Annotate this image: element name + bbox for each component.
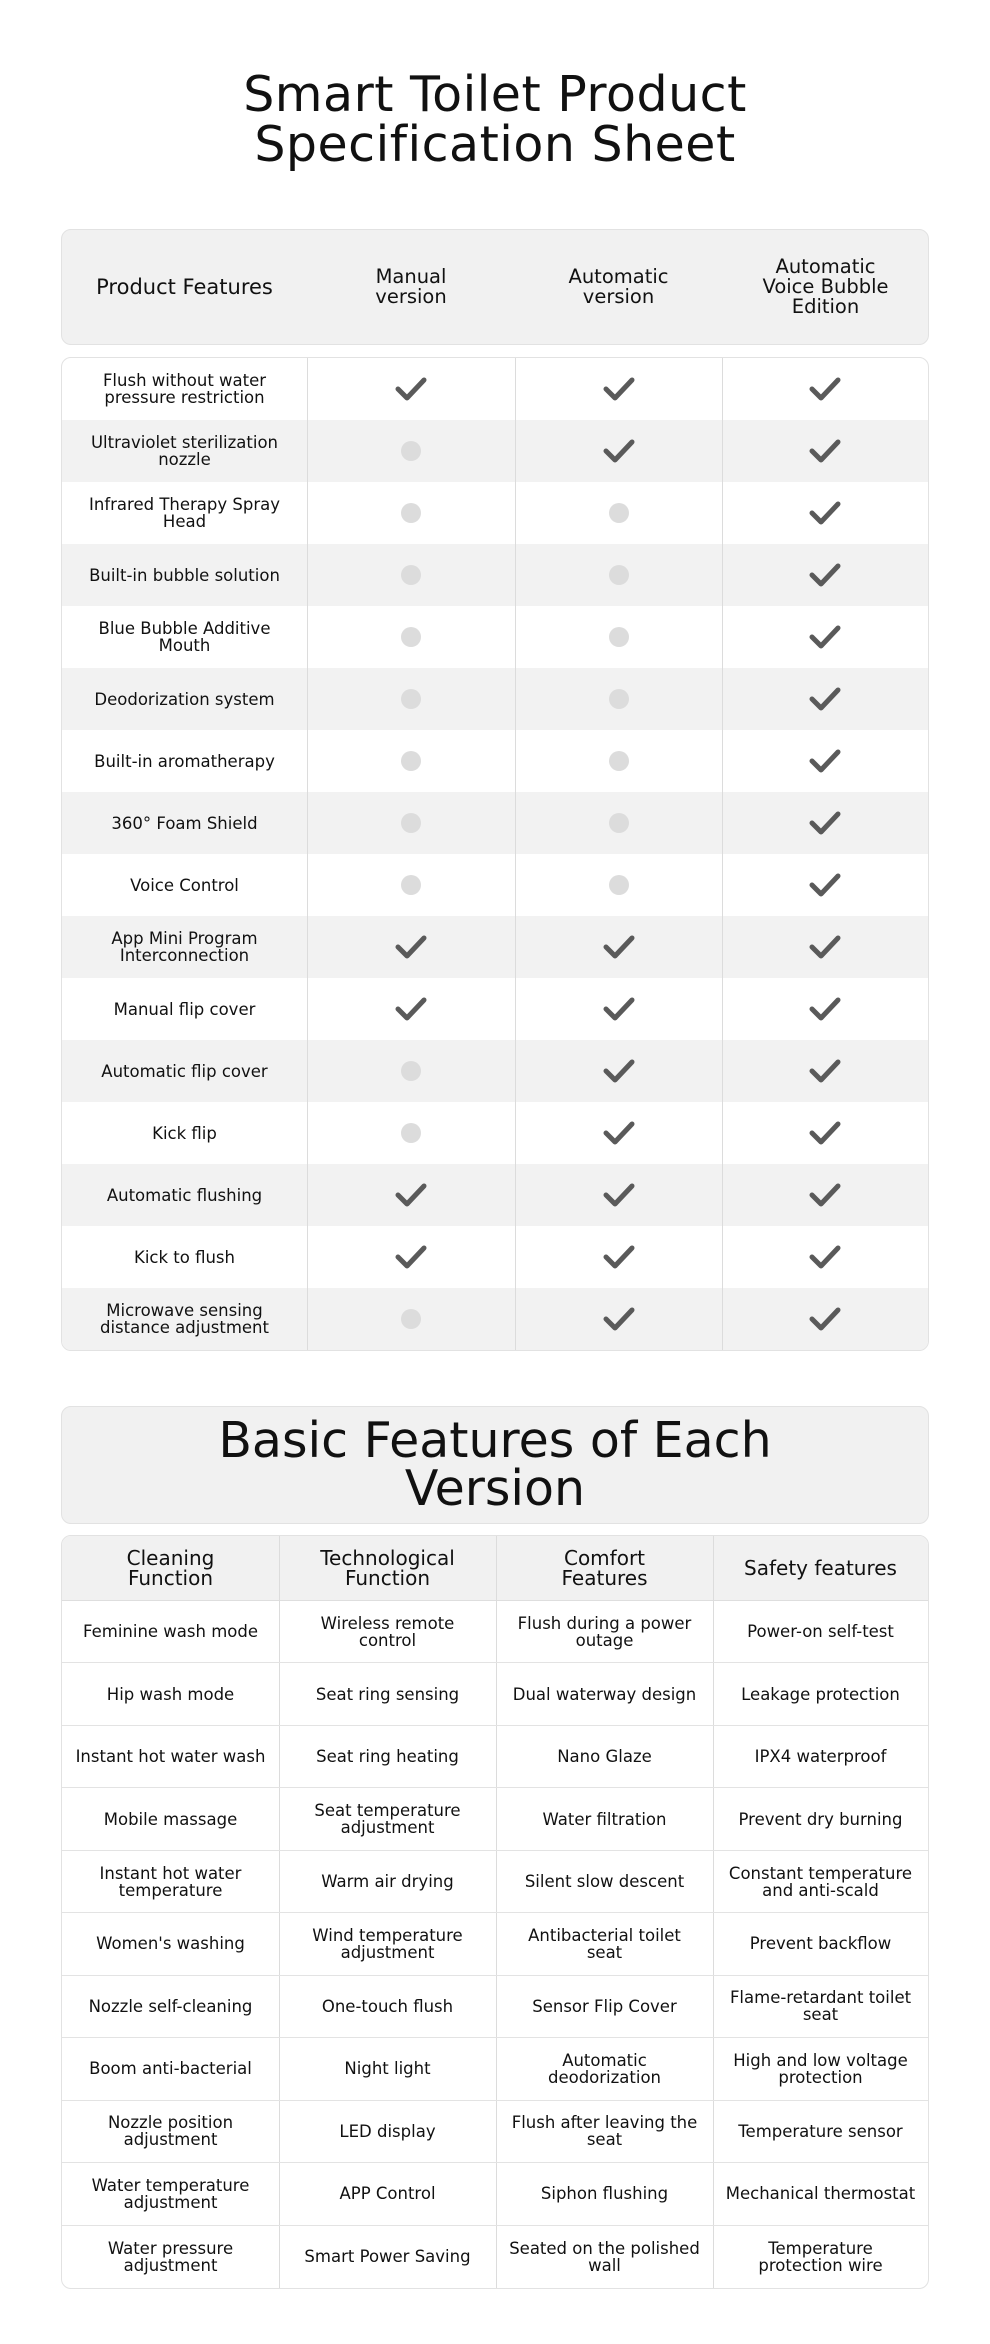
availability-cell <box>307 358 515 420</box>
check-icon <box>808 438 842 464</box>
spec-row <box>62 978 928 1040</box>
feature-cell: Seated on the polished wall <box>509 2238 700 2275</box>
spec-row <box>62 854 928 916</box>
availability-cell <box>307 668 515 730</box>
feature-label: App Mini Program Interconnection <box>111 929 258 965</box>
availability-cell <box>515 792 722 854</box>
unavailable-dot-icon <box>609 689 629 709</box>
availability-cell <box>307 544 515 606</box>
feature-cell: One-touch flush <box>321 1996 454 2016</box>
unavailable-dot-icon <box>609 627 629 647</box>
feature-cell: Flush after leaving the seat <box>511 2113 698 2150</box>
column-divider <box>307 358 308 1350</box>
availability-cell <box>722 1164 928 1226</box>
spec-row <box>62 606 928 668</box>
feature-row <box>62 1663 928 1725</box>
check-icon <box>808 934 842 960</box>
availability-cell <box>307 730 515 792</box>
header-comfort-features: Comfort Features <box>561 1546 648 1590</box>
feature-cell: Power-on self-test <box>747 1622 894 1642</box>
feature-cell: APP Control <box>339 2184 436 2204</box>
spec-row <box>62 358 928 420</box>
availability-cell <box>722 854 928 916</box>
feature-cell: Wireless remote control <box>320 1613 455 1650</box>
unavailable-dot-icon <box>401 689 421 709</box>
feature-label: Voice Control <box>130 875 239 895</box>
feature-cell: Hip wash mode <box>106 1684 235 1704</box>
feature-cell: Seat ring sensing <box>315 1684 460 1704</box>
availability-cell <box>307 1288 515 1350</box>
feature-row <box>62 2101 928 2163</box>
spec-table-header <box>61 229 929 345</box>
feature-cell: Temperature protection wire <box>758 2238 883 2275</box>
availability-cell <box>722 916 928 978</box>
feature-cell: Antibacterial toilet seat <box>528 1925 681 1962</box>
feature-cell: Boom anti-bacterial <box>89 2059 252 2079</box>
feature-cell: Water temperature adjustment <box>91 2175 250 2212</box>
check-icon <box>602 1058 636 1084</box>
column-divider <box>515 358 516 1350</box>
check-icon <box>808 562 842 588</box>
check-icon <box>394 1182 428 1208</box>
check-icon <box>808 748 842 774</box>
feature-row <box>62 1976 928 2038</box>
unavailable-dot-icon <box>401 441 421 461</box>
check-icon <box>808 1306 842 1332</box>
check-icon <box>808 1120 842 1146</box>
availability-cell <box>307 1164 515 1226</box>
feature-cell: Night light <box>344 2059 431 2079</box>
feature-label: Kick flip <box>152 1123 217 1143</box>
availability-cell <box>722 730 928 792</box>
unavailable-dot-icon <box>401 565 421 585</box>
availability-cell <box>515 606 722 668</box>
feature-cell: Automatic deodorization <box>547 2050 662 2087</box>
check-icon <box>394 934 428 960</box>
unavailable-dot-icon <box>401 627 421 647</box>
header-automatic-version: Automatic version <box>568 265 669 308</box>
feature-label: Manual flip cover <box>113 999 256 1019</box>
availability-cell <box>307 854 515 916</box>
feature-label: Built-in bubble solution <box>89 565 280 585</box>
availability-cell <box>722 1288 928 1350</box>
availability-cell <box>515 668 722 730</box>
availability-cell <box>515 1288 722 1350</box>
feature-cell: Smart Power Saving <box>304 2247 471 2267</box>
availability-cell <box>515 730 722 792</box>
feature-cell: Dual waterway design <box>512 1684 697 1704</box>
availability-cell <box>307 1102 515 1164</box>
availability-cell <box>307 916 515 978</box>
feature-cell: Leakage protection <box>741 1684 900 1704</box>
availability-cell <box>307 1040 515 1102</box>
check-icon <box>394 996 428 1022</box>
feature-label: Microwave sensing distance adjustment <box>99 1301 269 1337</box>
spec-table <box>61 357 929 1351</box>
unavailable-dot-icon <box>609 813 629 833</box>
availability-cell <box>515 1040 722 1102</box>
check-icon <box>394 1244 428 1270</box>
availability-cell <box>307 482 515 544</box>
feature-cell: Constant temperature and anti-scald <box>728 1863 913 1900</box>
spec-row <box>62 1040 928 1102</box>
spec-row <box>62 916 928 978</box>
availability-cell <box>515 544 722 606</box>
feature-row <box>62 2163 928 2225</box>
availability-cell <box>515 916 722 978</box>
availability-cell <box>722 1102 928 1164</box>
feature-cell: Instant hot water temperature <box>99 1863 242 1900</box>
availability-cell <box>722 606 928 668</box>
feature-cell: Temperature sensor <box>738 2121 903 2141</box>
feature-label: Infrared Therapy Spray Head <box>89 495 280 531</box>
check-icon <box>808 1058 842 1084</box>
unavailable-dot-icon <box>401 751 421 771</box>
availability-cell <box>722 978 928 1040</box>
check-icon <box>808 1182 842 1208</box>
check-icon <box>808 624 842 650</box>
availability-cell <box>722 1226 928 1288</box>
spec-row <box>62 1102 928 1164</box>
header-safety-features: Safety features <box>744 1556 897 1580</box>
feature-cell: Flush during a power outage <box>517 1613 692 1650</box>
header-product-features: Product Features <box>96 275 273 299</box>
unavailable-dot-icon <box>401 1309 421 1329</box>
availability-cell <box>515 1102 722 1164</box>
check-icon <box>602 1120 636 1146</box>
check-icon <box>808 376 842 402</box>
feature-label: Automatic flip cover <box>101 1061 268 1081</box>
availability-cell <box>515 420 722 482</box>
availability-cell <box>515 482 722 544</box>
check-icon <box>602 996 636 1022</box>
feature-row <box>62 2038 928 2100</box>
unavailable-dot-icon <box>401 875 421 895</box>
feature-cell: Flame-retardant toilet seat <box>729 1988 912 2025</box>
feature-label: Deodorization system <box>94 689 275 709</box>
availability-cell <box>722 792 928 854</box>
feature-cell: Seat temperature adjustment <box>314 1801 461 1838</box>
availability-cell <box>307 420 515 482</box>
feature-row <box>62 1788 928 1850</box>
header-technological-function: Technological Function <box>320 1546 455 1590</box>
feature-cell: Women's washing <box>96 1934 245 1954</box>
feature-cell: Instant hot water wash <box>75 1747 266 1767</box>
feature-row <box>62 1913 928 1975</box>
feature-label: Built-in aromatherapy <box>94 751 275 771</box>
feature-cell: Silent slow descent <box>524 1872 685 1892</box>
unavailable-dot-icon <box>401 1061 421 1081</box>
page-title <box>0 66 990 173</box>
feature-cell: Prevent dry burning <box>738 1809 903 1829</box>
feature-cell: Prevent backflow <box>749 1934 892 1954</box>
availability-cell <box>722 668 928 730</box>
check-icon <box>808 500 842 526</box>
check-icon <box>808 1244 842 1270</box>
unavailable-dot-icon <box>401 503 421 523</box>
check-icon <box>808 686 842 712</box>
availability-cell <box>515 978 722 1040</box>
availability-cell <box>722 1040 928 1102</box>
basic-features-header <box>62 1536 928 1601</box>
spec-row <box>62 482 928 544</box>
feature-cell: High and low voltage protection <box>733 2050 908 2087</box>
availability-cell <box>722 358 928 420</box>
feature-cell: Nozzle self-cleaning <box>88 1996 253 2016</box>
feature-row <box>62 1601 928 1663</box>
feature-label: Blue Bubble Additive Mouth <box>98 619 271 655</box>
spec-row <box>62 668 928 730</box>
check-icon <box>808 810 842 836</box>
availability-cell <box>307 792 515 854</box>
basic-features-title-line1: Basic Features of Each <box>218 1412 772 1469</box>
check-icon <box>602 1244 636 1270</box>
feature-cell: Siphon flushing <box>540 2184 669 2204</box>
basic-features-title-line2: Version <box>404 1460 586 1517</box>
spec-row <box>62 1288 928 1350</box>
unavailable-dot-icon <box>401 1123 421 1143</box>
feature-label: 360° Foam Shield <box>111 813 258 833</box>
unavailable-dot-icon <box>401 813 421 833</box>
basic-features-table <box>61 1535 929 2289</box>
check-icon <box>808 872 842 898</box>
check-icon <box>394 376 428 402</box>
feature-cell: Water pressure adjustment <box>107 2238 234 2275</box>
availability-cell <box>515 1164 722 1226</box>
header-manual-version: Manual version <box>375 265 447 308</box>
feature-cell: Sensor Flip Cover <box>532 1996 677 2016</box>
availability-cell <box>307 606 515 668</box>
page-title-line1: Smart Toilet Product <box>243 66 747 123</box>
column-divider <box>722 358 723 1350</box>
feature-row <box>62 1851 928 1913</box>
check-icon <box>808 996 842 1022</box>
check-icon <box>602 438 636 464</box>
availability-cell <box>307 978 515 1040</box>
spec-row <box>62 730 928 792</box>
feature-cell: Warm air drying <box>321 1872 454 1892</box>
availability-cell <box>515 358 722 420</box>
spec-row <box>62 792 928 854</box>
feature-cell: Nano Glaze <box>557 1747 652 1767</box>
spec-row <box>62 1226 928 1288</box>
check-icon <box>602 1182 636 1208</box>
feature-cell: Water filtration <box>542 1809 667 1829</box>
availability-cell <box>722 420 928 482</box>
unavailable-dot-icon <box>609 875 629 895</box>
header-voice-bubble-edition: Automatic Voice Bubble Edition <box>762 255 889 318</box>
feature-cell: IPX4 waterproof <box>754 1747 887 1767</box>
basic-features-title <box>61 1406 929 1524</box>
feature-label: Automatic flushing <box>106 1185 263 1205</box>
check-icon <box>602 376 636 402</box>
feature-cell: Wind temperature adjustment <box>312 1925 463 1962</box>
spec-row <box>62 420 928 482</box>
feature-cell: LED display <box>339 2121 436 2141</box>
feature-label: Ultraviolet sterilization nozzle <box>90 433 279 469</box>
feature-cell: Mechanical thermostat <box>725 2184 916 2204</box>
availability-cell <box>722 544 928 606</box>
feature-row <box>62 1726 928 1788</box>
feature-row <box>62 2226 928 2288</box>
page-title-line2: Specification Sheet <box>254 116 736 173</box>
feature-cell: Mobile massage <box>103 1809 238 1829</box>
availability-cell <box>722 482 928 544</box>
unavailable-dot-icon <box>609 751 629 771</box>
check-icon <box>602 1306 636 1332</box>
feature-label: Kick to flush <box>134 1247 235 1267</box>
header-cleaning-function: Cleaning Function <box>126 1546 215 1590</box>
unavailable-dot-icon <box>609 503 629 523</box>
availability-cell <box>307 1226 515 1288</box>
check-icon <box>602 934 636 960</box>
availability-cell <box>515 854 722 916</box>
feature-cell: Nozzle position adjustment <box>107 2113 234 2150</box>
spec-row <box>62 1164 928 1226</box>
feature-label: Flush without water pressure restriction <box>102 371 267 407</box>
spec-row <box>62 544 928 606</box>
feature-cell: Seat ring heating <box>316 1747 459 1767</box>
feature-cell: Feminine wash mode <box>83 1622 258 1642</box>
availability-cell <box>515 1226 722 1288</box>
unavailable-dot-icon <box>609 565 629 585</box>
